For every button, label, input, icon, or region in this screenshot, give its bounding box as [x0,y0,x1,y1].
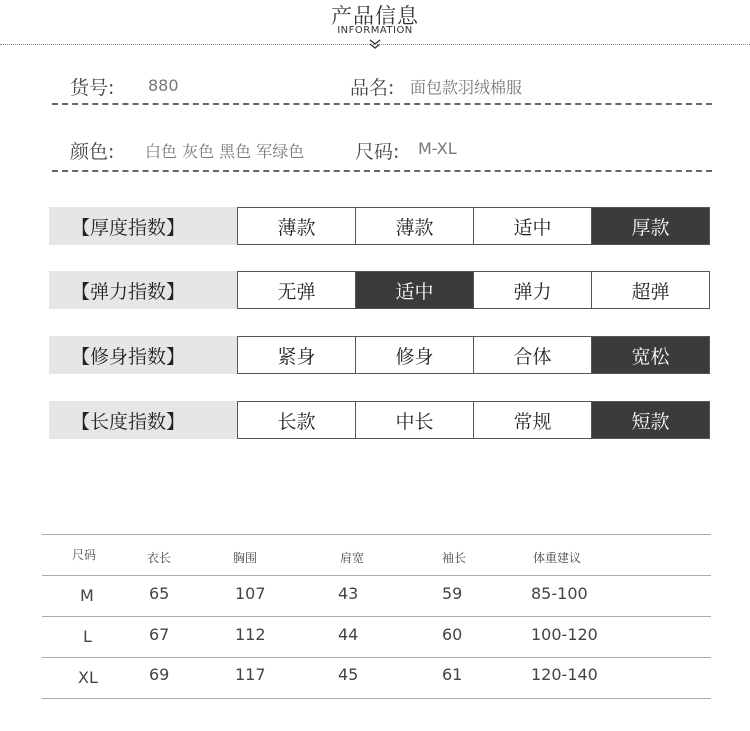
table-cell-weight: 100-120 [531,625,598,644]
table-cell-shoulder: 44 [338,625,359,644]
item-number-label: 货号: [70,77,115,99]
color-value: 白色 灰色 黑色 军绿色 [145,142,305,161]
table-cell-size: M [80,586,94,605]
thickness-index-options [237,207,710,245]
elasticity-option-1: 无弹 [277,280,316,303]
table-cell-length: 69 [149,665,170,684]
length-option-3: 常规 [473,402,591,438]
fit-index-label: 【修身指数】 [49,336,237,374]
thickness-option-4: 厚款 [591,208,709,244]
table-header-size: 尺码 [72,548,97,562]
table-header-weight: 体重建议 [533,551,582,565]
table-header-sleeve: 袖长 [442,551,467,565]
table-cell-chest: 117 [235,665,266,684]
table-top-border [42,534,711,535]
table-row-border [42,575,711,576]
elasticity-option-3: 弹力 [473,272,591,308]
color-label: 颜色: [70,141,115,163]
fit-option-1: 紧身 [277,345,316,368]
info-title: 产品信息 [331,4,419,28]
length-option-2: 中长 [355,402,473,438]
table-cell-length: 65 [149,584,170,603]
table-header-chest: 胸围 [233,551,258,565]
length-option-1: 长款 [277,410,316,433]
size-value: M-XL [418,139,457,158]
fit-option-4: 宽松 [591,337,709,373]
fit-option-2: 修身 [355,337,473,373]
table-row-border [42,657,711,658]
header-divider [0,44,750,45]
item-number-value: 880 [148,76,179,95]
fit-option-3: 合体 [473,337,591,373]
elasticity-option-2: 适中 [355,272,473,308]
table-header-shoulder: 肩宽 [340,551,365,565]
table-cell-weight: 120-140 [531,665,598,684]
info-subtitle: INFORMATION [337,25,413,36]
table-cell-shoulder: 45 [338,665,359,684]
table-row-border [42,616,711,617]
table-header-length: 衣长 [147,551,172,565]
size-label: 尺码: [355,141,400,163]
thickness-option-3: 适中 [473,208,591,244]
table-cell-chest: 112 [235,625,266,644]
thickness-option-2: 薄款 [355,208,473,244]
table-cell-shoulder: 43 [338,584,359,603]
length-index-label: 【长度指数】 [49,401,237,439]
length-option-4: 短款 [591,402,709,438]
length-index-options [237,401,710,439]
fit-index-options [237,336,710,374]
table-cell-weight: 85-100 [531,584,588,603]
elasticity-index-label: 【弹力指数】 [49,271,237,309]
product-name-value: 面包款羽绒棉服 [410,78,523,97]
table-cell-length: 67 [149,625,170,644]
elasticity-option-4: 超弹 [591,272,709,308]
table-bottom-border [42,698,711,699]
table-cell-size: XL [78,668,98,687]
table-cell-size: L [83,627,92,646]
table-cell-sleeve: 59 [442,584,463,603]
info-divider [52,103,712,105]
elasticity-index-options [237,271,710,309]
thickness-option-1: 薄款 [277,216,316,239]
table-cell-sleeve: 60 [442,625,463,644]
info-divider [52,170,712,172]
table-cell-chest: 107 [235,584,266,603]
thickness-index-label: 【厚度指数】 [49,207,237,245]
product-name-label: 品名: [350,77,395,99]
table-cell-sleeve: 61 [442,665,463,684]
